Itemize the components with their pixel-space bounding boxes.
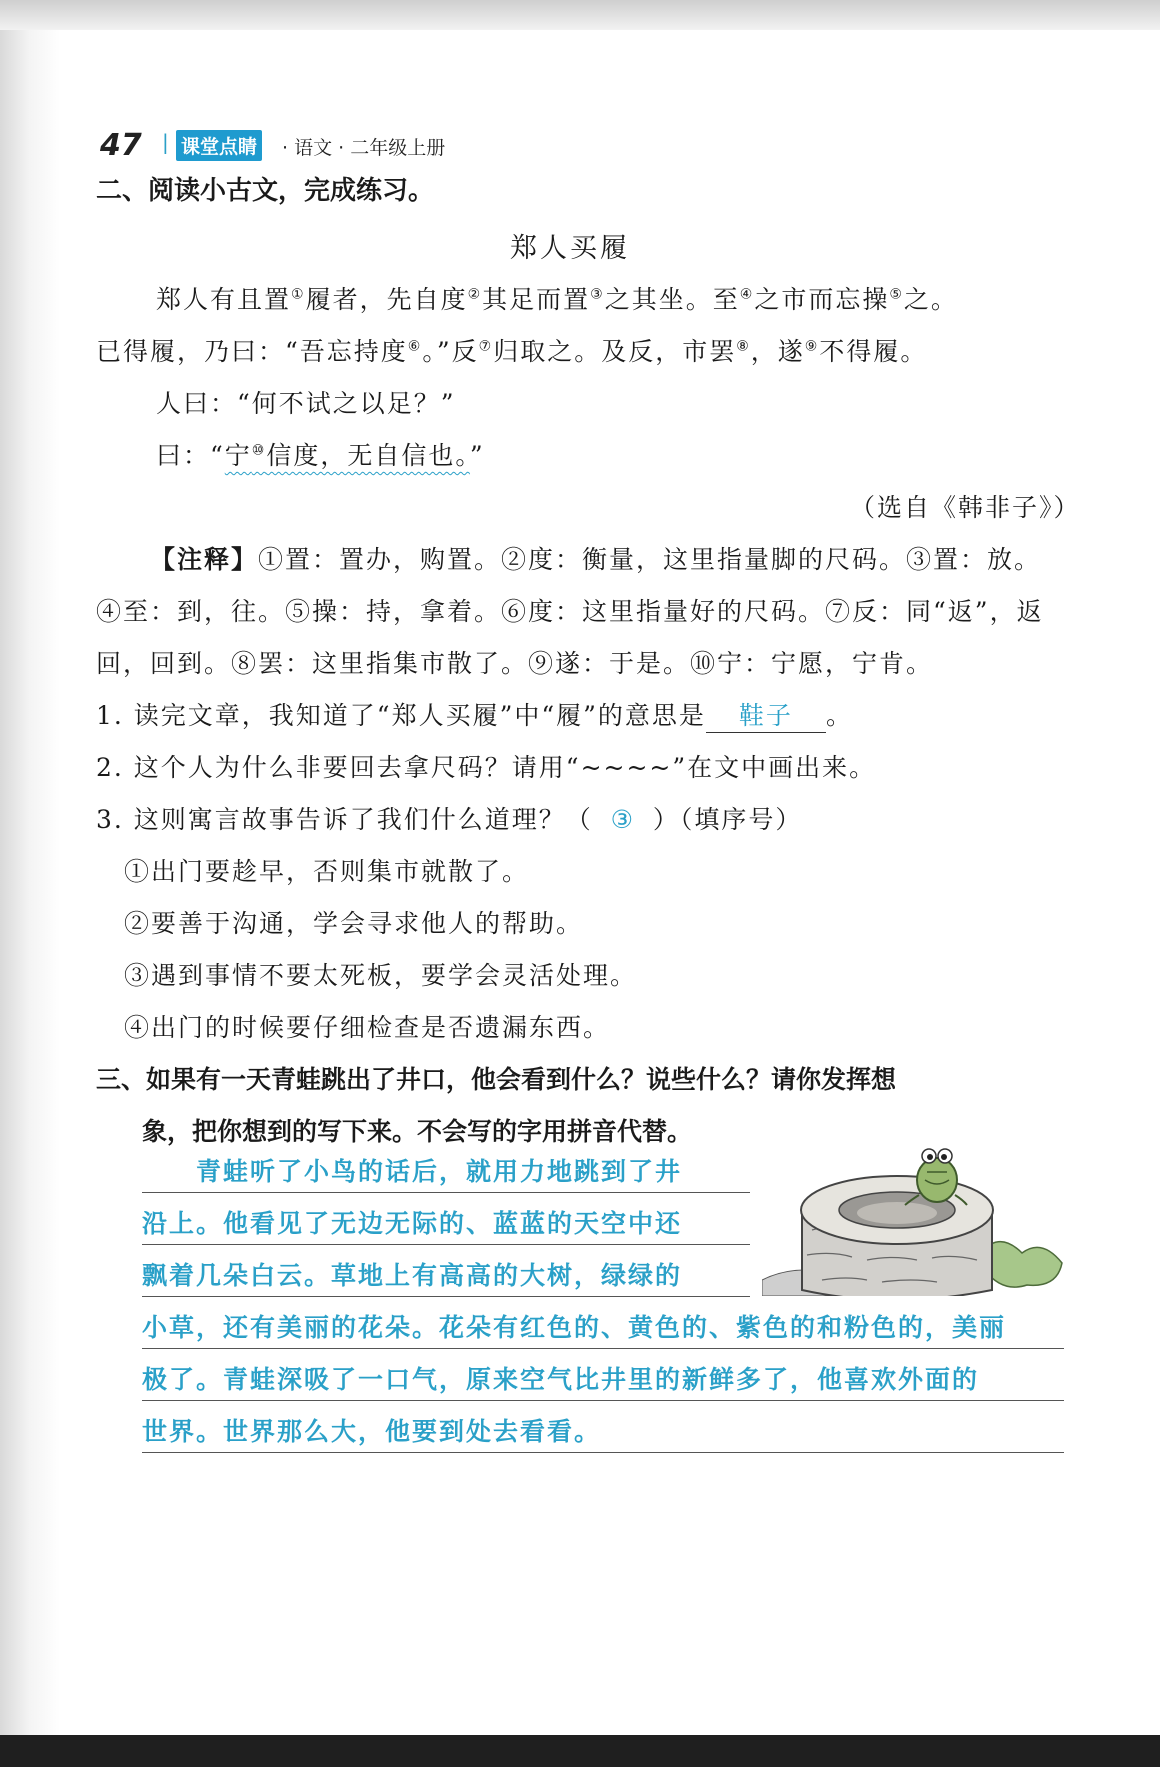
notes-label: 【注释】 [150, 545, 259, 574]
frog-on-well-illustration [762, 1140, 1068, 1296]
option-1: ①出门要趁早，否则集市就散了。 [124, 857, 530, 886]
question-2: 2. 这个人为什么非要回去拿尺码？请用“~~~~”在文中画出来。 [96, 753, 877, 782]
story-paragraph-3: 曰：“宁⑩信度，无自信也。” [156, 441, 485, 470]
story-source: （选自《韩非子》） [850, 493, 1081, 522]
question-3: 3. 这则寓言故事告诉了我们什么道理？（ ③ ）（填序号） [96, 805, 803, 834]
notes-line-2: ④至：到，往。⑤操：持，拿着。⑥度：这里指量好的尺码。⑦反：同“返”，返 [96, 597, 1044, 626]
section-2-title: 二、阅读小古文，完成练习。 [96, 176, 435, 206]
answer-line-1: 青蛙听了小鸟的话后，就用力地跳到了井 [142, 1152, 750, 1193]
question-3-answer: ③ [610, 805, 636, 834]
workbook-page [0, 30, 1160, 1735]
answer-line-3: 飘着几朵白云。草地上有高高的大树，绿绿的 [142, 1256, 750, 1297]
notes-line-1: 【注释】①置：置办，购置。②度：衡量，这里指量脚的尺码。③置：放。 [150, 545, 1042, 574]
header-divider: | [162, 130, 169, 154]
notes-line-3: 回，回到。⑧罢：这里指集市散了。⑨遂：于是。⑩宁：宁愿，宁肯。 [96, 649, 934, 678]
wavy-underlined-answer: 宁⑩信度，无自信也。 [224, 441, 470, 470]
story-paragraph-2: 人曰：“何不试之以足？” [156, 389, 456, 418]
viewer-top-bar [0, 0, 1160, 30]
viewer-bottom-bar [0, 1735, 1160, 1767]
question-1: 1. 读完文章，我知道了“郑人买履”中“履”的意思是 鞋子 。 [96, 696, 853, 733]
answer-line-2: 沿上。他看见了无边无际的、蓝蓝的天空中还 [142, 1204, 750, 1245]
option-3: ③遇到事情不要太死板，要学会灵活处理。 [124, 961, 638, 990]
subject-label: · 语文 · 二年级上册 [282, 137, 446, 159]
option-2: ②要善于沟通，学会寻求他人的帮助。 [124, 909, 584, 938]
answer-line-5: 极了。青蛙深吸了一口气，原来空气比井里的新鲜多了，他喜欢外面的 [142, 1360, 1064, 1401]
page-number: 47 [100, 128, 142, 163]
option-4: ④出门的时候要仔细检查是否遗漏东西。 [124, 1013, 611, 1042]
section-3-prompt-line-2: 象，把你想到的写下来。不会写的字用拼音代替。 [142, 1117, 693, 1146]
story-paragraph-1: 郑人有且置①履者，先自度②其足而置③之其坐。至④之市而忘操⑤之。 [156, 285, 958, 314]
story-title: 郑人买履 [510, 233, 630, 264]
section-3-prompt-line-1: 三、如果有一天青蛙跳出了井口，他会看到什么？说些什么？请你发挥想 [96, 1065, 897, 1094]
story-paragraph-1-cont: 已得履，乃曰：“吾忘持度⑥。”反⑦归取之。及反，市罢⑧，遂⑨不得履。 [96, 337, 928, 366]
series-badge: 课堂点睛 [176, 130, 262, 161]
answer-line-6: 世界。世界那么大，他要到处去看看。 [142, 1412, 1064, 1453]
answer-line-4: 小草，还有美丽的花朵。花朵有红色的、黄色的、紫色的和粉色的，美丽 [142, 1308, 1064, 1349]
question-1-answer: 鞋子 [706, 696, 826, 733]
